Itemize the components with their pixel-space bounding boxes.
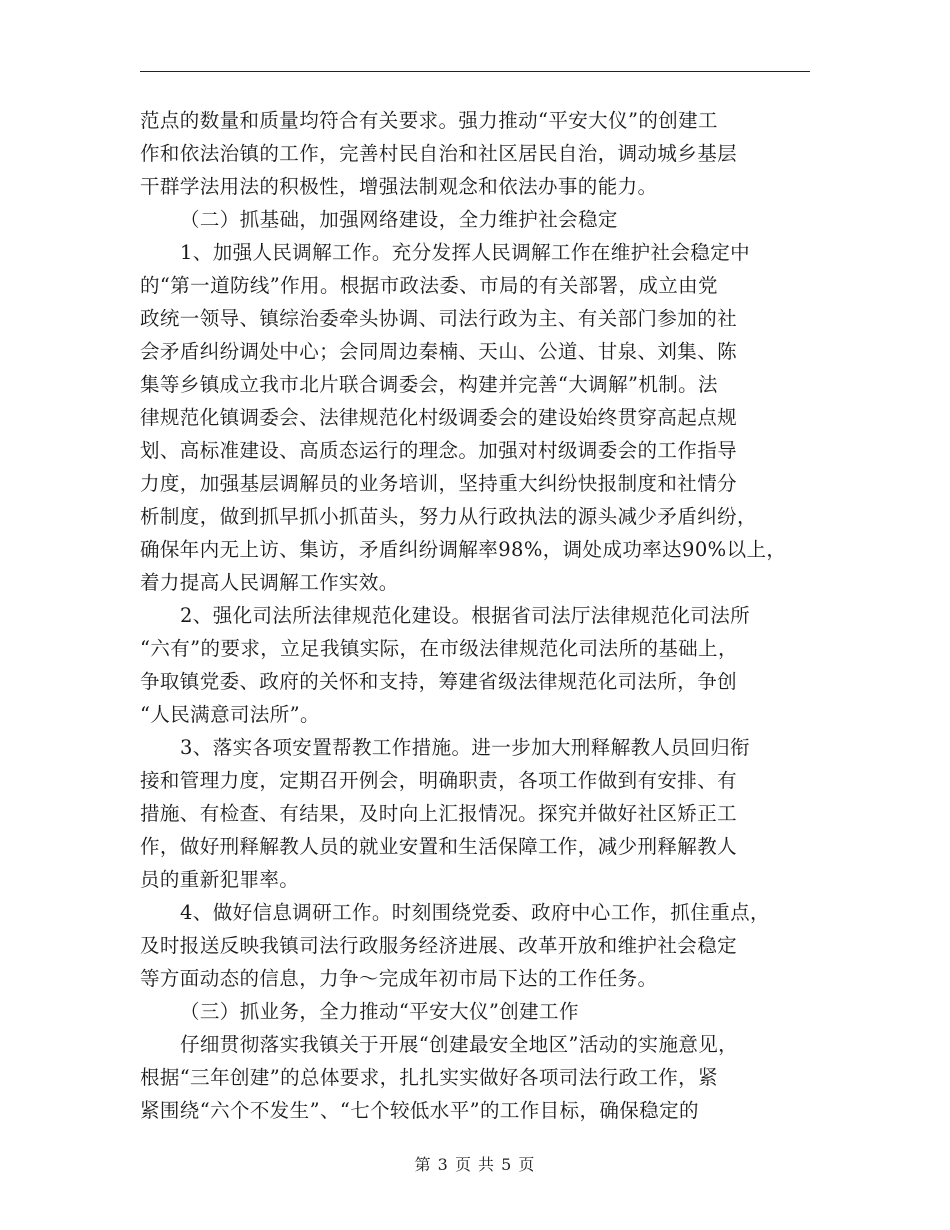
text-line: 作和依法治镇的工作，完善村民自治和社区居民自治，调动城乡基层	[140, 142, 738, 165]
text-line: 律规范化镇调委会、法律规范化村级调委会的建设始终贯穿高起点规	[140, 406, 738, 429]
text-line: 范点的数量和质量均符合有关要求。强力推动“平安大仪”的创建工	[140, 109, 718, 132]
header-rule	[140, 71, 810, 72]
text-line: 政统一领导、镇综治委牵头协调、司法行政为主、有关部门参加的社	[140, 307, 738, 330]
text-line: （三）抓业务，全力推动“平安大仪”创建工作	[180, 1000, 579, 1023]
text-line: 划、高标准建设、高质态运行的理念。加强对村级调委会的工作指导	[140, 439, 738, 462]
text-line: 力度，加强基层调解员的业务培训，坚持重大纠纷快报制度和社情分	[140, 472, 738, 495]
text-line: 作，做好刑释解教人员的就业安置和生活保障工作，减少刑释解教人	[140, 835, 738, 858]
text-line: 确保年内无上访、集访，矛盾纠纷调解率98%，调处成功率达90%以上，	[140, 538, 787, 561]
text-line: 接和管理力度，定期召开例会，明确职责，各项工作做到有安排、有	[140, 769, 738, 792]
text-line: 3、落实各项安置帮教工作措施。进一步加大刑释解教人员回归衔	[180, 736, 751, 759]
text-line: 1、加强人民调解工作。充分发挥人民调解工作在维护社会稳定中	[180, 241, 751, 264]
text-line: 2、强化司法所法律规范化建设。根据省司法厅法律规范化司法所	[180, 604, 751, 627]
text-line: 争取镇党委、政府的关怀和支持，筹建省级法律规范化司法所，争创	[140, 670, 738, 693]
text-line: 员的重新犯罪率。	[140, 868, 300, 891]
text-line: 根据“三年创建”的总体要求，扎扎实实做好各项司法行政工作，紧	[140, 1066, 718, 1089]
text-line: 紧围绕“六个不发生”、“七个较低水平”的工作目标，确保稳定的	[140, 1099, 699, 1122]
text-line: 4、做好信息调研工作。时刻围绕党委、政府中心工作，抓住重点，	[180, 901, 770, 924]
text-line: 的“第一道防线”作用。根据市政法委、市局的有关部署，成立由党	[140, 274, 718, 297]
text-line: 析制度，做到抓早抓小抓苗头，努力从行政执法的源头减少矛盾纠纷，	[140, 505, 757, 528]
text-line: 着力提高人民调解工作实效。	[140, 571, 399, 594]
page-number: 第 3 页 共 5 页	[414, 1155, 536, 1174]
text-line: 措施、有检查、有结果，及时向上汇报情况。探究并做好社区矫正工	[140, 802, 738, 825]
text-line: 及时报送反映我镇司法行政服务经济进展、改革开放和维护社会稳定	[140, 934, 738, 957]
text-line: 集等乡镇成立我市北片联合调委会，构建并完善“大调解”机制。法	[140, 373, 718, 396]
text-line: 仔细贯彻落实我镇关于开展“创建最安全地区”活动的实施意见，	[180, 1033, 739, 1056]
text-line: 等方面动态的信息，力争～完成年初市局下达的工作任务。	[140, 967, 658, 990]
text-line: “六有”的要求，立足我镇实际，在市级法律规范化司法所的基础上，	[140, 637, 738, 660]
text-line: “人民满意司法所”。	[140, 703, 320, 726]
text-line: 会矛盾纠纷调处中心；会同周边秦楠、天山、公道、甘泉、刘集、陈	[140, 340, 738, 363]
text-line: 干群学法用法的积极性，增强法制观念和依法办事的能力。	[140, 175, 658, 198]
document-body	[140, 104, 820, 1127]
text-line: （二）抓基础，加强网络建设，全力维护社会稳定	[180, 208, 618, 231]
